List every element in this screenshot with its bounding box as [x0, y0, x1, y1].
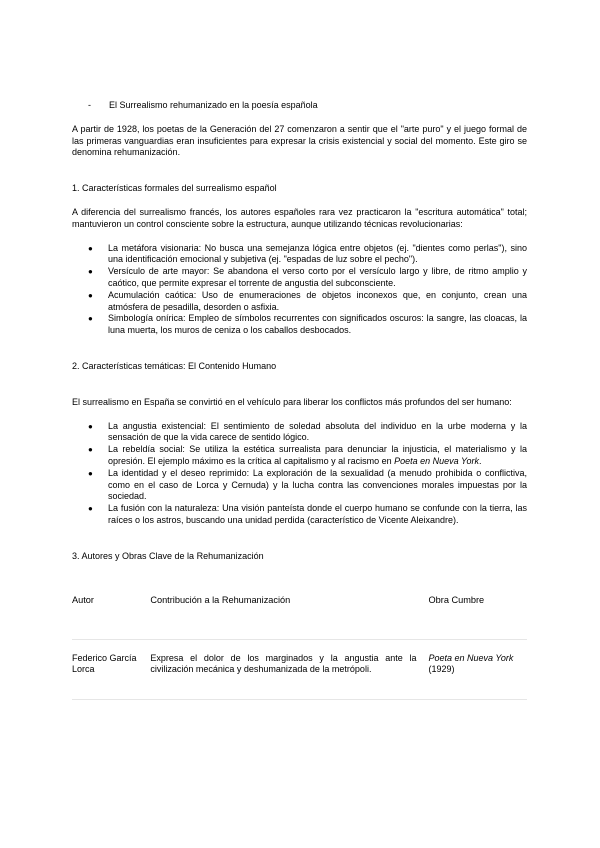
list-item-text: La rebeldía social: Se utiliza la estética surrealista para denunciar la injusticia, el materialismo y la opresión. El ejemplo máximo es la crítica al capitalismo y al racismo en	[108, 444, 527, 466]
document-page	[72, 100, 527, 700]
list-item: ● La identidad y el deseo reprimido: La exploración de la sexualidad (a menudo prohibida o conflictiva, como en el caso de Lorca y Cernuda) y la lucha contra las convenciones morales impuestas por la sociedad.	[72, 468, 527, 503]
section2-list	[72, 421, 527, 527]
work-year: (1929)	[428, 664, 455, 675]
list-item: ● La fusión con la naturaleza: Una visión panteísta donde el cuerpo humano se confunde con la tierra, las raíces o los astros, buscando una unidad perdida (característico de Vicente Aleixandre).	[72, 503, 527, 527]
dash-bullet: -	[88, 100, 91, 110]
section2-title: 2. Características temáticas: El Contenido Humano	[72, 360, 277, 371]
section1-title: 1. Características formales del surrealismo español	[72, 183, 277, 194]
book-title: Poeta en Nueva York	[394, 455, 480, 466]
table-row	[72, 639, 527, 699]
cell-work	[429, 639, 527, 699]
list-item: ● Simbología onírica: Empleo de símbolos recurrentes con significados oscuros: la sangre, las cloacas, la luna muerta, los muros de ceniza o los caballos desbocados.	[72, 313, 527, 337]
list-item: ● La metáfora visionaria: No busca una semejanza lógica entre objetos (ej. "dientes como perlas"), sino una identificación emocional y subjetiva (ej. "espadas de luz sobre el pecho").	[72, 243, 527, 267]
cell-author: Federico García Lorca	[72, 652, 137, 675]
section1-list	[72, 243, 527, 337]
intro-paragraph: A partir de 1928, los poetas de la Generación del 27 comenzaron a sentir que el "arte puro" y el juego formal de las primeras vanguardias eran insuficientes para expresar la crisis existencial y social del momento. Este giro se denomina rehumanización.	[72, 123, 527, 158]
header-contribution: Contribución a la Rehumanización	[150, 594, 291, 605]
section3-title: 3. Autores y Obras Clave de la Rehumanización	[72, 550, 264, 561]
intro-heading: El Surrealismo rehumanizado en la poesía española	[109, 100, 318, 110]
authors-table	[72, 579, 527, 700]
work-title: Poeta en Nueva York	[428, 652, 514, 663]
section2-paragraph: El surrealismo en España se convirtió en el vehículo para liberar los conflictos más profundos del ser humano:	[72, 396, 512, 407]
list-item: ● Acumulación caótica: Uso de enumeraciones de objetos inconexos que, en conjunto, crean una atmósfera de pesadilla, desorden o asfixia.	[72, 290, 527, 314]
header-author: Autor	[72, 594, 94, 605]
list-item	[72, 444, 527, 468]
header-work: Obra Cumbre	[428, 594, 485, 605]
cell-contribution: Expresa el dolor de los marginados y la angustia ante la civilización mecánica y deshumanizada de la metrópoli.	[150, 652, 417, 675]
list-item: ● Versículo de arte mayor: Se abandona el verso corto por el versículo largo y libre, de ritmo amplio y caótico, que permite expresar el torrente de angustia del subconsciente.	[72, 266, 527, 290]
section1-paragraph: A diferencia del surrealismo francés, los autores españoles rara vez practicaron la "escritura automática" total; mantuvieron un control consciente sobre la estructura, aunque utilizando técnicas revolucionarias:	[72, 206, 527, 229]
list-item: ● La angustia existencial: El sentimiento de soledad absoluta del individuo en la urbe moderna y la sensación de que la vida carece de sentido lógico.	[72, 421, 527, 445]
list-item-end: .	[479, 455, 482, 466]
table-header-row	[72, 579, 527, 639]
intro-heading-item	[88, 100, 527, 112]
